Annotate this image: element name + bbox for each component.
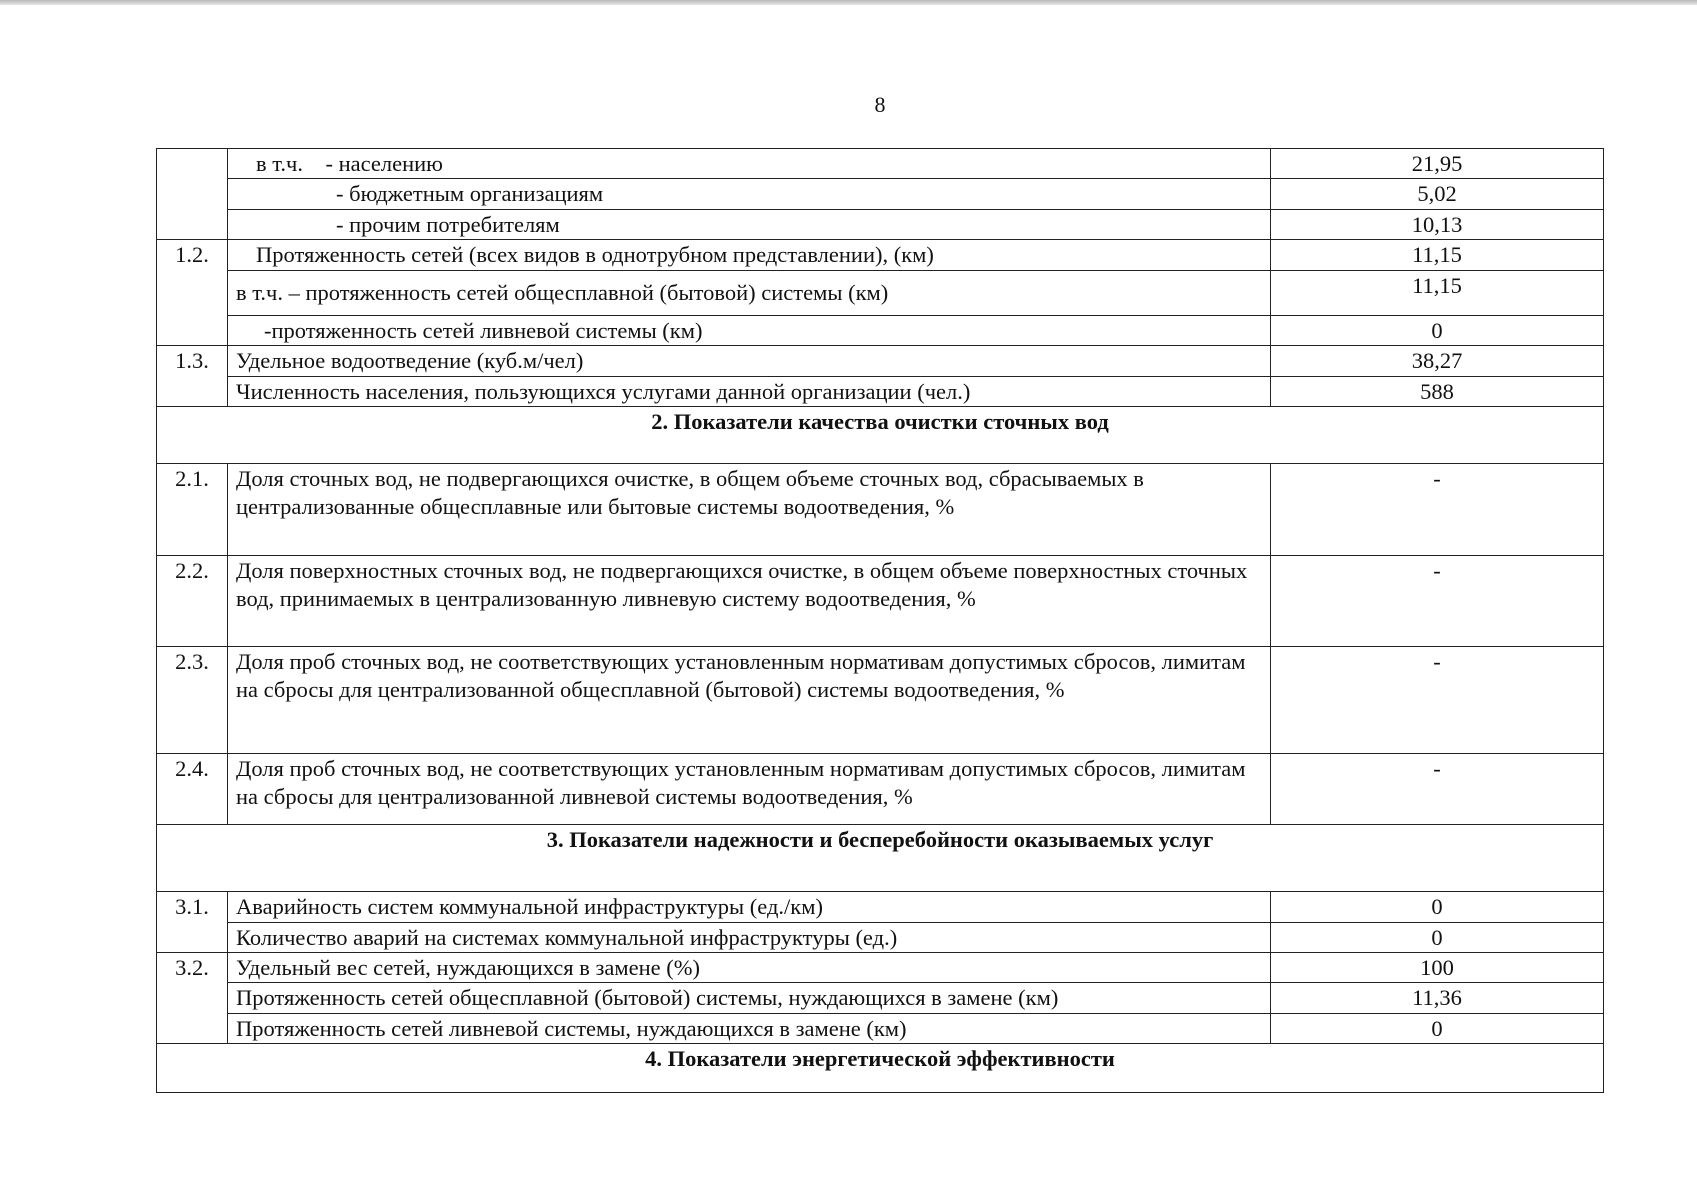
table-row xyxy=(157,1013,1604,1043)
table-row xyxy=(157,983,1604,1013)
row-label: Протяженность сетей ливневой системы, нуждающихся в замене (км) xyxy=(228,1013,1271,1043)
row-label: Численность населения, пользующихся услугами данной организации (чел.) xyxy=(228,376,1271,406)
page-top-edge xyxy=(0,0,1697,5)
row-label: - прочим потребителям xyxy=(228,209,1271,239)
section-heading-row xyxy=(157,407,1604,464)
table-row xyxy=(157,179,1604,209)
row-value: 5,02 xyxy=(1271,179,1604,209)
row-value: 11,15 xyxy=(1271,240,1604,270)
row-label: в т.ч. - населению xyxy=(228,149,1271,179)
table-row xyxy=(157,922,1604,952)
section-heading-row xyxy=(157,1044,1604,1093)
row-value: 11,36 xyxy=(1271,983,1604,1013)
table-row xyxy=(157,240,1604,270)
table-row xyxy=(157,315,1604,345)
row-number xyxy=(157,149,228,240)
row-value: 588 xyxy=(1271,376,1604,406)
table-row xyxy=(157,149,1604,179)
row-value: - xyxy=(1271,464,1604,556)
row-value: 38,27 xyxy=(1271,346,1604,376)
table-row xyxy=(157,754,1604,825)
row-number: 2.1. xyxy=(157,464,228,556)
section-heading: 2. Показатели качества очистки сточных вод xyxy=(157,407,1604,464)
table-row xyxy=(157,346,1604,376)
row-label: Количество аварий на системах коммунальной инфраструктуры (ед.) xyxy=(228,922,1271,952)
row-label: Доля проб сточных вод, не соответствующих установленным нормативам допустимых сбросов, лимитам на сбросы для централизованной ливневой системы водоотведения, % xyxy=(228,754,1271,825)
row-label: Протяженность сетей (всех видов в однотрубном представлении), (км) xyxy=(228,240,1271,270)
row-value: 0 xyxy=(1271,315,1604,345)
table-row xyxy=(157,556,1604,647)
row-number: 2.3. xyxy=(157,647,228,754)
row-number: 1.3. xyxy=(157,346,228,407)
row-label: Удельное водоотведение (куб.м/чел) xyxy=(228,346,1271,376)
row-label: Протяженность сетей общесплавной (бытовой) системы, нуждающихся в замене (км) xyxy=(228,983,1271,1013)
row-number: 2.2. xyxy=(157,556,228,647)
row-label: -протяженность сетей ливневой системы (км) xyxy=(228,315,1271,345)
row-value: 100 xyxy=(1271,952,1604,982)
row-label: в т.ч. – протяженность сетей общесплавной (бытовой) системы (км) xyxy=(228,270,1271,315)
row-label: Доля проб сточных вод, не соответствующих установленным нормативам допустимых сбросов, лимитам на сбросы для централизованной общесплавной (бытовой) системы водоотведения, % xyxy=(228,647,1271,754)
row-value: 21,95 xyxy=(1271,149,1604,179)
table-row xyxy=(157,464,1604,556)
row-number: 3.2. xyxy=(157,952,228,1043)
indicators-table xyxy=(156,148,1604,1093)
section-heading: 4. Показатели энергетической эффективности xyxy=(157,1044,1604,1093)
row-value: 0 xyxy=(1271,1013,1604,1043)
row-value: - xyxy=(1271,754,1604,825)
row-number: 3.1. xyxy=(157,892,228,953)
row-number: 1.2. xyxy=(157,240,228,346)
row-value: 10,13 xyxy=(1271,209,1604,239)
row-label: Удельный вес сетей, нуждающихся в замене (%) xyxy=(228,952,1271,982)
table-row xyxy=(157,892,1604,922)
row-value: 0 xyxy=(1271,922,1604,952)
page-number: 8 xyxy=(874,92,886,117)
row-value: 0 xyxy=(1271,892,1604,922)
row-value: - xyxy=(1271,647,1604,754)
row-value: - xyxy=(1271,556,1604,647)
row-number: 2.4. xyxy=(157,754,228,825)
table-row xyxy=(157,952,1604,982)
table-row xyxy=(157,270,1604,315)
section-heading-row xyxy=(157,825,1604,892)
table-row xyxy=(157,209,1604,239)
section-heading: 3. Показатели надежности и бесперебойности оказываемых услуг xyxy=(157,825,1604,892)
row-value: 11,15 xyxy=(1271,270,1604,315)
row-label: Аварийность систем коммунальной инфраструктуры (ед./км) xyxy=(228,892,1271,922)
row-label: Доля сточных вод, не подвергающихся очистке, в общем объеме сточных вод, сбрасываемых в централизованные общесплавные или бытовые системы водоотведения, % xyxy=(228,464,1271,556)
table-row xyxy=(157,647,1604,754)
row-label: Доля поверхностных сточных вод, не подвергающихся очистке, в общем объеме поверхностных сточных вод, принимаемых в централизованную ливневую систему водоотведения, % xyxy=(228,556,1271,647)
table-row xyxy=(157,376,1604,406)
row-label: - бюджетным организациям xyxy=(228,179,1271,209)
